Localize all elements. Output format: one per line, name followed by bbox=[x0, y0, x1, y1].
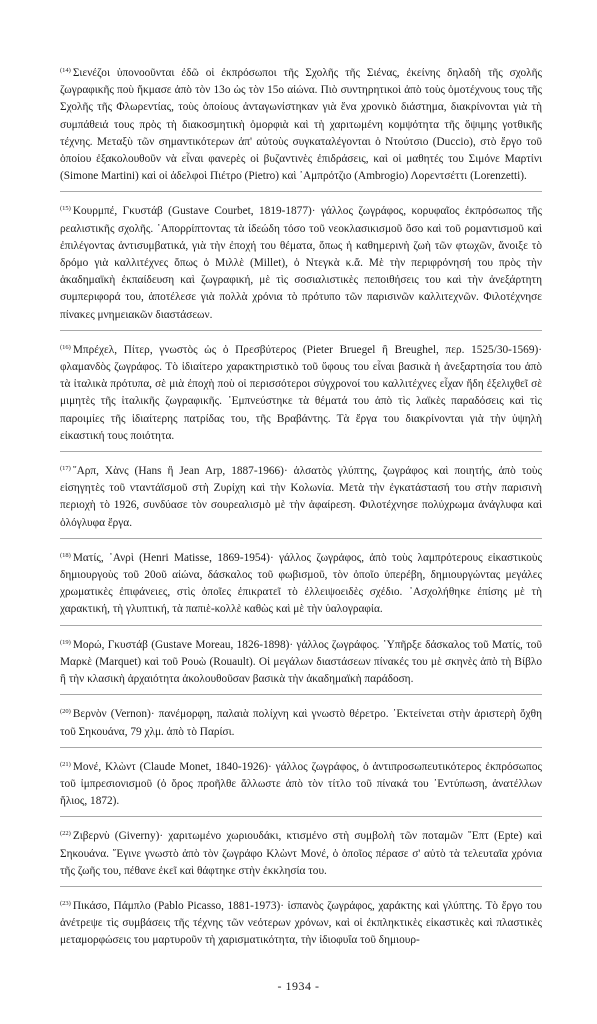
footnote-21 bbox=[60, 756, 542, 818]
footnote-number: (15) bbox=[60, 205, 71, 213]
footnote-number: (23) bbox=[60, 899, 71, 907]
footnote-number: (19) bbox=[60, 638, 71, 646]
footnote-17 bbox=[60, 460, 542, 539]
footnote-number: (16) bbox=[60, 343, 71, 351]
footnote-text: Σιενέζοι ὑπονοοῦνται ἐδῶ οἱ ἐκπρόσωποι τῆς Σχολῆς τῆς Σιένας, ἐκείνης δηλαδὴ τῆς σχολῆς ζωγραφικῆς ποὺ ἤκμασε ἀπὸ τὸν 13ο ὡς τὸν 15ο αἰώνα. Πιὸ συντηρητικοὶ ἀπὸ τοὺς ὁμοτέχνους τους τῆς Σχολῆς τῆς Φλωρεντίας, τοὺς ὁποίους ἀνταγωνίστηκαν γιὰ ἕνα χρονικὸ διάστημα, διακρίνονται γιὰ τὴ συμπάθειά τους πρὸς τὴ διακοσμητικὴ ὀμορφιὰ καὶ τὴ χαριτωμένη κομψότητα τῆς ὄψιμης γοτθικῆς τέχνης. Μεταξὺ τῶν σημαντικότερων ἀπ' αὐτοὺς συγκαταλέγονται ὁ Ντούτσιο (Duccio), στὸ ἔργο τοῦ ὁποίου ἐξακολουθοῦν νὰ εἶναι φανερὲς οἱ βυζαντινὲς ἐπιδράσεις, καὶ οἱ μαθητές του Σιμόνε Μαρτίνι (Simone Martini) καὶ οἱ ἀδελφοὶ Πιέτρο (Pietro) καὶ ᾿Αμπρότζιο (Ambrogio) Λορεντσέττι (Lorenzetti). bbox=[60, 67, 542, 183]
footnote-16 bbox=[60, 339, 542, 452]
footnote-22 bbox=[60, 825, 542, 887]
footnote-text: Βερνὸν (Vernon)· πανέμορφη, παλαιὰ πολίχνη καὶ γνωστὸ θέρετρο. ᾿Εκτείνεται στὴν ἀριστερὴ ὄχθη τοῦ Σηκουάνα, 79 χλμ. ἀπὸ τὸ Παρίσι. bbox=[60, 708, 542, 738]
footnote-15 bbox=[60, 200, 542, 330]
footnote-19 bbox=[60, 634, 542, 696]
footnote-number: (20) bbox=[60, 708, 71, 716]
footnote-number: (17) bbox=[60, 465, 71, 473]
footnote-number: (18) bbox=[60, 551, 71, 559]
footnote-text: ῞Αρπ, Χὰνς (Hans ἢ Jean Arp, 1887-1966)· ἀλσατὸς γλύπτης, ζωγράφος καὶ ποιητής, ἀπὸ τοὺς εἰσηγητὲς τοῦ νταντάϊσμοῦ στὴ Ζυρίχη καὶ τὴν Κολωνία. Μετὰ τὴν ἐγκατάστασή του στὴν παρισινὴ περιοχὴ τὸ 1926, συνδύασε τὸν σουρεαλισμὸ μὲ τὴν ἀφαίρεση. Φιλοτέχνησε πολύχρωμα ἀνάγλυφα καὶ ὁλόγλυφα ἔργα. bbox=[60, 465, 542, 529]
footnote-text: Ζιβερνὺ (Giverny)· χαριτωμένο χωριουδάκι, κτισμένο στὴ συμβολὴ τῶν ποταμῶν ῎Επτ (Epte) καὶ Σηκουάνα. ῎Εγινε γνωστὸ ἀπὸ τὸν ζωγράφο Κλὼντ Μονέ, ὁ ὁποῖος πέρασε σ' αὐτὸ τὰ τελευταῖα χρόνια τῆς ζωῆς του, πέθανε ἐκεῖ καὶ θάφτηκε στὴν ἐκκλησία του. bbox=[60, 830, 542, 877]
footnote-number: (22) bbox=[60, 830, 71, 838]
footnote-text: Πικάσο, Πάμπλο (Pablo Picasso, 1881-1973)· ἰσπανὸς ζωγράφος, χαράκτης καὶ γλύπτης. Τὸ ἔργο του ἀνέτρεψε τὶς συμβάσεις τῆς τέχνης τῶν νεότερων χρόνων, καὶ οἱ ἐκπληκτικὲς εἰκαστικὲς καὶ πλαστικὲς μεταμορφώσεις του μαρτυροῦν τὴ χαρισματικότητα, τὴν ἰδιοφυΐα τοῦ δημιουρ- bbox=[60, 899, 542, 947]
footnote-number: (14) bbox=[60, 67, 71, 74]
footnotes-section bbox=[60, 62, 542, 964]
footnote-18 bbox=[60, 547, 542, 626]
footnote-text: Μονέ, Κλὼντ (Claude Monet, 1840-1926)· γάλλος ζωγράφος, ὁ ἀντιπροσωπευτικότερος ἐκπρόσωπος τοῦ ἰμπρεσιονισμοῦ (ὁ ὅρος προῆλθε ἄλλωστε ἀπὸ τὸν τίτλο τοῦ πίνακά του ᾿Εντύπωση, ἀνατέλλων ἥλιος, 1872). bbox=[60, 760, 542, 808]
footnote-23 bbox=[60, 895, 542, 956]
footnote-14 bbox=[60, 62, 542, 192]
footnote-number: (21) bbox=[60, 760, 71, 768]
footnote-text: Μπρέχελ, Πίτερ, γνωστὸς ὡς ὁ Πρεσβύτερος (Pieter Bruegel ἢ Breughel, περ. 1525/30-1569)· φλαμανδὸς ζωγράφος. Τὸ ἰδιαίτερο χαρακτηριστικὸ τοῦ ὕφους του εἶναι βασικὰ ἡ ἀνεξαρτησία του ἀπὸ τὰ ἰταλικὰ πρότυπα, σὲ μιὰ ἐποχὴ ποὺ οἱ περισσότεροι σύγχρονοί του καλλιτέχνες εἶχαν ἤδη ἐξελιχθεῖ σὲ μιμητὲς τῆς ἰταλικῆς ζωγραφικῆς. ᾿Εμπνεύστηκε τὰ θέματά του ἀπὸ τὶς λαϊκὲς παραδόσεις καὶ τὶς παροιμίες τῆς ἰδιαίτερης πατρίδας του, τῆς Βραβάντης. Τὰ ἔργα του διακρίνονται γιὰ τὴν ὑψηλὴ εἰκαστική τους ποιότητα. bbox=[60, 343, 542, 442]
footnote-20 bbox=[60, 703, 542, 747]
footnote-text: Κουρμπέ, Γκυστάβ (Gustave Courbet, 1819-1877)· γάλλος ζωγράφος, κορυφαῖος ἐκπρόσωπος τῆς ρεαλιστικῆς σχολῆς. ᾿Απορρίπτοντας τὰ ἰδεώδη τόσο τοῦ νεοκλασικισμοῦ ὅσο καὶ τοῦ ρομαντισμοῦ καὶ ἐπιλέγοντας ἀντισυμβατικά, γιὰ τὴν ἐποχή του θέματα, ὅπως ἡ καθημερινὴ ζωὴ τῶν φτωχῶν, ἄνοιξε τὸ δρόμο γιὰ καλλιτέχνες ὅπως ὁ Μιλλὲ (Millet), ὁ Ντεγκὰ κ.ἄ. Μὲ τὴν περιφρόνησή του πρὸς τὴν ἀκαδημαϊκὴ ἐκπαίδευση καὶ ζωγραφική, μὲ τὶς σοσιαλιστικὲς πεποιθήσεις του καὶ τὴν ἀνεξάρτητη συμπεριφορά του, ἀποτέλεσε γιὰ πολλὰ χρόνια τὸ πρότυπο τῶν παρισινῶν καλλιτεχνῶν. Φιλοτέχνησε πίνακες μνημειακῶν διαστάσεων. bbox=[60, 205, 542, 321]
page-number: - 1934 - bbox=[277, 979, 320, 993]
footnote-text: Ματίς, ᾿Ανρὶ (Henri Matisse, 1869-1954)· γάλλος ζωγράφος, ἀπὸ τοὺς λαμπρότερους εἰκαστικοὺς δημιουργοὺς τοῦ 20οῦ αἰώνα, δάσκαλος τοῦ φωβισμοῦ, τὸν ὁποῖο ὑπερέβη, δημιουργώντας μεγάλες χρωματικὲς ἐπιφάνειες, στὶς ὁποῖες ἐπικρατεῖ τὸ ἐλλειψοειδὲς σχέδιο. ᾿Ασχολήθηκε ἐπίσης μὲ τὴ χαρακτική, τὴ γλυπτική, τὰ παπιὲ-κολλὲ καθὼς καὶ μὲ τὴν ὑαλογραφία. bbox=[60, 551, 542, 616]
footnote-text: Μορώ, Γκυστάβ (Gustave Moreau, 1826-1898)· γάλλος ζωγράφος. ῾Υπῆρξε δάσκαλος τοῦ Ματίς, τοῦ Μαρκὲ (Marquet) καὶ τοῦ Ρουὼ (Rouault). Οἱ μεγάλων διαστάσεων πίνακές του μὲ σκηνὲς ἀπὸ τὴ Βίβλο ἢ τὴν κλασικὴ ἀρχαιότητα ἀκολουθοῦσαν βασικὰ τὴν ἀκαδημαϊκὴ παράδοση. bbox=[60, 638, 542, 686]
